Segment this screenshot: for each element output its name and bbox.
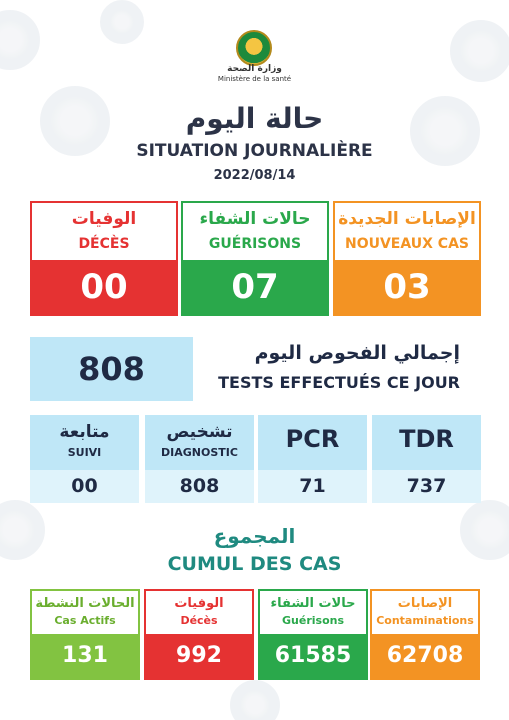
tests-diagnostic-value: 808 [179, 475, 220, 497]
tests-suivi-label-fr: SUIVI [67, 446, 102, 459]
cumul-contaminations-label-fr: Contaminations [376, 614, 474, 627]
daily-deaths-card [30, 201, 178, 316]
cumul-recoveries-label-ar: حالات الشفاء [270, 596, 356, 611]
daily-deaths-value: 00 [32, 260, 176, 314]
page-title-ar: حالة اليوم [185, 102, 324, 135]
tests-suivi-value: 00 [71, 475, 98, 497]
daily-recoveries-label-fr: GUÉRISONS [208, 236, 302, 252]
tests-suivi-label-ar: متابعة [59, 422, 110, 442]
daily-recoveries-label-ar: حالات الشفاء [199, 209, 311, 229]
tests-tdr-card [372, 415, 481, 503]
tests-total-label-fr: TESTS EFFECTUÉS CE JOUR [218, 373, 460, 392]
tests-total-value: 808 [30, 337, 193, 401]
tests-tdr-value: 737 [406, 475, 447, 497]
cumul-contaminations-value: 62708 [372, 634, 478, 678]
tests-pcr-label: PCR [285, 425, 340, 453]
cumul-active-label-fr: Cas Actifs [54, 614, 116, 627]
daily-deaths-label-fr: DÉCÈS [78, 236, 130, 252]
virus-decoration [230, 680, 280, 720]
virus-decoration [100, 0, 144, 44]
tests-total-label-ar: إجمالي الفحوص اليوم [254, 342, 460, 364]
tests-tdr-label: TDR [399, 425, 454, 453]
cumul-deaths-value: 992 [146, 634, 252, 678]
cumul-deaths-label-ar: الوفيات [174, 596, 224, 611]
page-title-fr: SITUATION JOURNALIÈRE [136, 141, 373, 161]
cumul-deaths-card [144, 589, 254, 680]
ministry-logo-icon [236, 30, 272, 66]
daily-deaths-label-ar: الوفيات [71, 209, 137, 229]
tests-diagnostic-label-fr: DIAGNOSTIC [161, 446, 238, 459]
virus-decoration [0, 10, 40, 70]
tests-diagnostic-card [145, 415, 254, 503]
report-date: 2022/08/14 [213, 168, 296, 183]
tests-diagnostic-label-ar: تشخيص [166, 422, 233, 442]
ministry-name-fr: Ministère de la santé [217, 75, 292, 83]
cumul-recoveries-value: 61585 [260, 634, 366, 678]
cumul-active-label-ar: الحالات النشطة [35, 596, 135, 611]
daily-new-cases-value: 03 [335, 260, 479, 314]
cumul-deaths-label-fr: Décès [180, 614, 218, 627]
cumul-recoveries-card [258, 589, 368, 680]
daily-new-cases-label-ar: الإصابات الجديدة [338, 209, 476, 229]
cumul-active-value: 131 [32, 634, 138, 678]
cumul-title-ar: المجموع [213, 524, 296, 548]
daily-recoveries-card [181, 201, 329, 316]
cumul-active-card [30, 589, 140, 680]
tests-pcr-value: 71 [299, 475, 326, 497]
tests-suivi-card [30, 415, 139, 503]
cumul-contaminations-card [370, 589, 480, 680]
cumul-recoveries-label-fr: Guérisons [282, 614, 344, 627]
daily-recoveries-value: 07 [183, 260, 327, 314]
ministry-name-ar: وزارة الصحة [227, 64, 282, 74]
daily-new-cases-card [333, 201, 481, 316]
cumul-contaminations-label-ar: الإصابات [397, 596, 453, 611]
tests-pcr-card [258, 415, 367, 503]
daily-new-cases-label-fr: NOUVEAUX CAS [344, 236, 470, 252]
cumul-title-fr: CUMUL DES CAS [167, 553, 342, 575]
